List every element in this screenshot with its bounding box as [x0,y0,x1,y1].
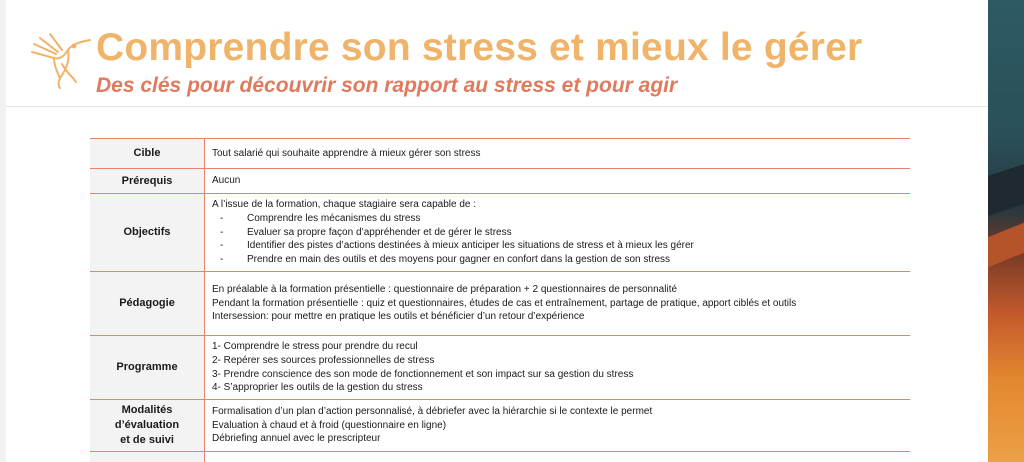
table-row-objectifs [90,194,910,272]
objectif-item: - Identifier des pistes d’actions destinées à mieux anticiper les situations de stress et à mieux les gérer [220,240,694,252]
page-title: Comprendre son stress et mieux le gérer [96,26,863,69]
objectif-item: - Comprendre les mécanismes du stress [220,212,421,224]
table-row-cutoff [90,452,910,462]
modalites-line: Evaluation à chaud et à froid (questionnaire en ligne) [212,419,447,431]
row-content-pedagogie [205,272,911,336]
header-divider [6,106,988,107]
row-label-pedagogie: Pédagogie [90,272,205,336]
objectif-item: - Evaluer sa propre façon d’appréhender et de gérer le stress [220,226,512,238]
row-label-programme: Programme [90,336,205,400]
table-row-programme [90,336,910,400]
page-subtitle: Des clés pour découvrir son rapport au stress et pour agir [96,74,678,97]
modalites-line: Formalisation d’un plan d’action personnalisé, à débriefer avec la hiérarchie si le contexte le permet [212,405,653,417]
document-page [6,0,988,462]
programme-line: 3- Prendre conscience des son mode de fonctionnement et son impact sur sa gestion du stress [212,368,634,380]
row-label-modalites: Modalités d’évaluation et de suivi [90,400,205,452]
decorative-side-art [988,0,1024,462]
table-row-cible [90,139,910,169]
hummingbird-logo-icon [24,30,94,90]
pedagogie-line: Intersession: pour mettre en pratique les outils et bénéficier d’un retour d’expérience [212,311,585,323]
training-info-table [90,138,910,462]
pedagogie-line: En préalable à la formation présentielle : questionnaire de préparation + 2 questionnaires de personnalité [212,283,678,295]
table-row-prerequis [90,169,910,194]
row-content-cible: Tout salarié qui souhaite apprendre à mieux gérer son stress [205,139,911,169]
row-content-prerequis: Aucun [205,169,911,194]
row-content-programme [205,336,911,400]
row-label-objectifs: Objectifs [90,194,205,272]
programme-line: 1- Comprendre le stress pour prendre du recul [212,341,418,353]
modalites-line: Débriefing annuel avec le prescripteur [212,433,381,445]
row-content-modalites [205,400,911,452]
row-label-cible: Cible [90,139,205,169]
row-label-prerequis: Prérequis [90,169,205,194]
objectif-item: - Prendre en main des outils et des moyens pour gagner en confort dans la gestion de son stress [220,254,671,266]
pedagogie-line: Pendant la formation présentielle : quiz et questionnaires, études de cas et entraînement, partage de pratique, apport ciblés et outils [212,297,797,309]
programme-line: 4- S’approprier les outils de la gestion du stress [212,382,423,394]
programme-line: 2- Repérer ses sources professionnelles de stress [212,354,435,366]
objectifs-intro: A l’issue de la formation, chaque stagiaire sera capable de : [212,199,477,211]
table-row-pedagogie [90,272,910,336]
table-row-modalites [90,400,910,452]
row-content-objectifs [205,194,911,272]
